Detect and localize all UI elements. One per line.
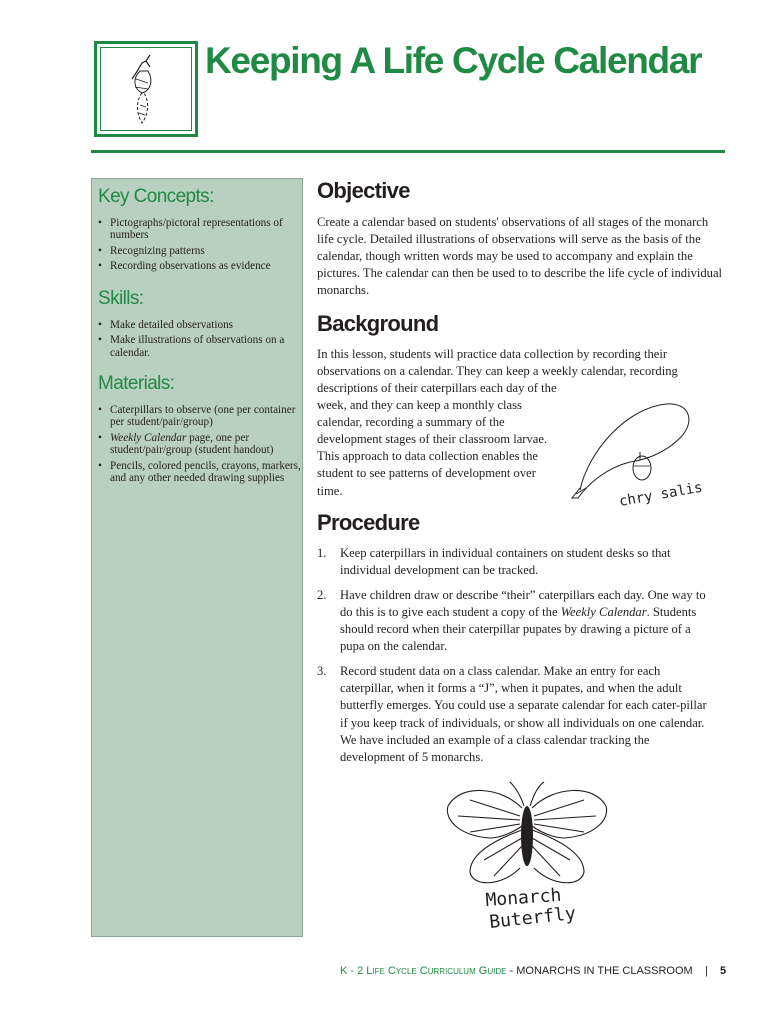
key-concepts-heading: Key Concepts: [98,186,214,207]
background-lead-text: In this lesson, students will practice data collection by recording their observations on a calendar. They can keep a weekly calendar, recording [317,347,678,379]
objective-text: Create a calendar based on students' observations of all stages of the monarch life cycle. Detailed illustrations of observations will serve as the basis of the calendar, though written words may be used to accompany and explain the pictures. The calendar can then be used to to describe the life cycle of individual monarchs. [317,215,723,298]
footer-divider: | [704,965,708,977]
list-item-number: 2. [317,587,327,602]
title-divider [91,150,725,153]
list-item-number: 1. [317,546,327,560]
background-heading: Background [317,311,439,336]
sidebar-panel [91,178,303,937]
materials-list [96,404,302,487]
objective-heading: Objective [317,178,410,203]
list-item-text: Have children draw or describe “their” caterpillars each day. One way to do this is to give each student a copy of the [340,587,706,619]
list-item: • Recognizing patterns [96,245,302,257]
chrysalis-logo-frame [94,41,198,137]
list-item: • Pencils, colored pencils, crayons, markers, and any other needed drawing supplies [96,460,302,485]
weekly-calendar-ref: Weekly Calendar [560,604,647,619]
list-item: • Pictographs/pictoral representations of numbers [96,217,302,242]
butterfly-label-line1: Monarch [484,884,563,911]
list-item [96,432,302,457]
list-item [317,663,717,767]
list-item: • Recording observations as evidence [96,260,302,272]
list-item: • Make detailed observations [96,319,302,331]
footer-separator: - [506,965,517,977]
page-number: 5 [720,965,727,977]
list-item [317,587,717,656]
weekly-calendar-ref: Weekly Calendar [110,431,187,444]
list-item-number: 3. [317,663,327,678]
skills-heading: Skills: [98,288,144,309]
list-item [317,545,717,580]
key-concepts-list [96,217,302,276]
footer-series: MONARCHS IN THE CLASSROOM [516,965,693,977]
chrysalis-logo-icon [102,49,190,129]
monarch-butterfly-drawing [440,776,612,936]
butterfly-label-line2: Buterfly [488,903,577,933]
list-item: • Caterpillars to observe (one per container per student/pair/group) [96,404,302,429]
chrysalis-drawing [566,402,716,520]
procedure-list [317,545,717,774]
list-item-text: page, one per student/pair/group (student handout) [110,431,274,457]
background-text: descriptions of their caterpillars each day of the week, and they can keep a monthly class calendar, recording a summary of the development stages of their classroom larvae. This approach to data collection enables the student to see patterns of development over time. [317,381,557,498]
skills-list [96,319,302,362]
footer-guide-title: K - 2 Life Cycle Curriculum Guide [340,965,507,977]
list-item-text: Keep caterpillars in individual containers on student desks so that individual development can be tracked. [340,546,671,578]
page-footer [340,965,726,977]
chrysalis-label: chry salis [617,479,704,510]
list-item-text: Record student data on a class calendar. Make an entry for each caterpillar, when it forms a “J”, when it pupates, and when the adult butterfly emerges. You could use a separate calendar for each cater-pillar if you keep track of individuals, or show all individuals on one calendar. We have included an example of a class calendar tracking the development of 5 monarchs. [340,663,707,765]
page-title: Keeping A Life Cycle Calendar [205,40,702,81]
materials-heading: Materials: [98,373,175,394]
list-item: • Make illustrations of observations on a calendar. [96,334,302,359]
list-item-text: . Students should record when their caterpillar pupates by drawing a picture of a pupa on the calendar. [340,604,697,654]
procedure-heading: Procedure [317,510,420,535]
